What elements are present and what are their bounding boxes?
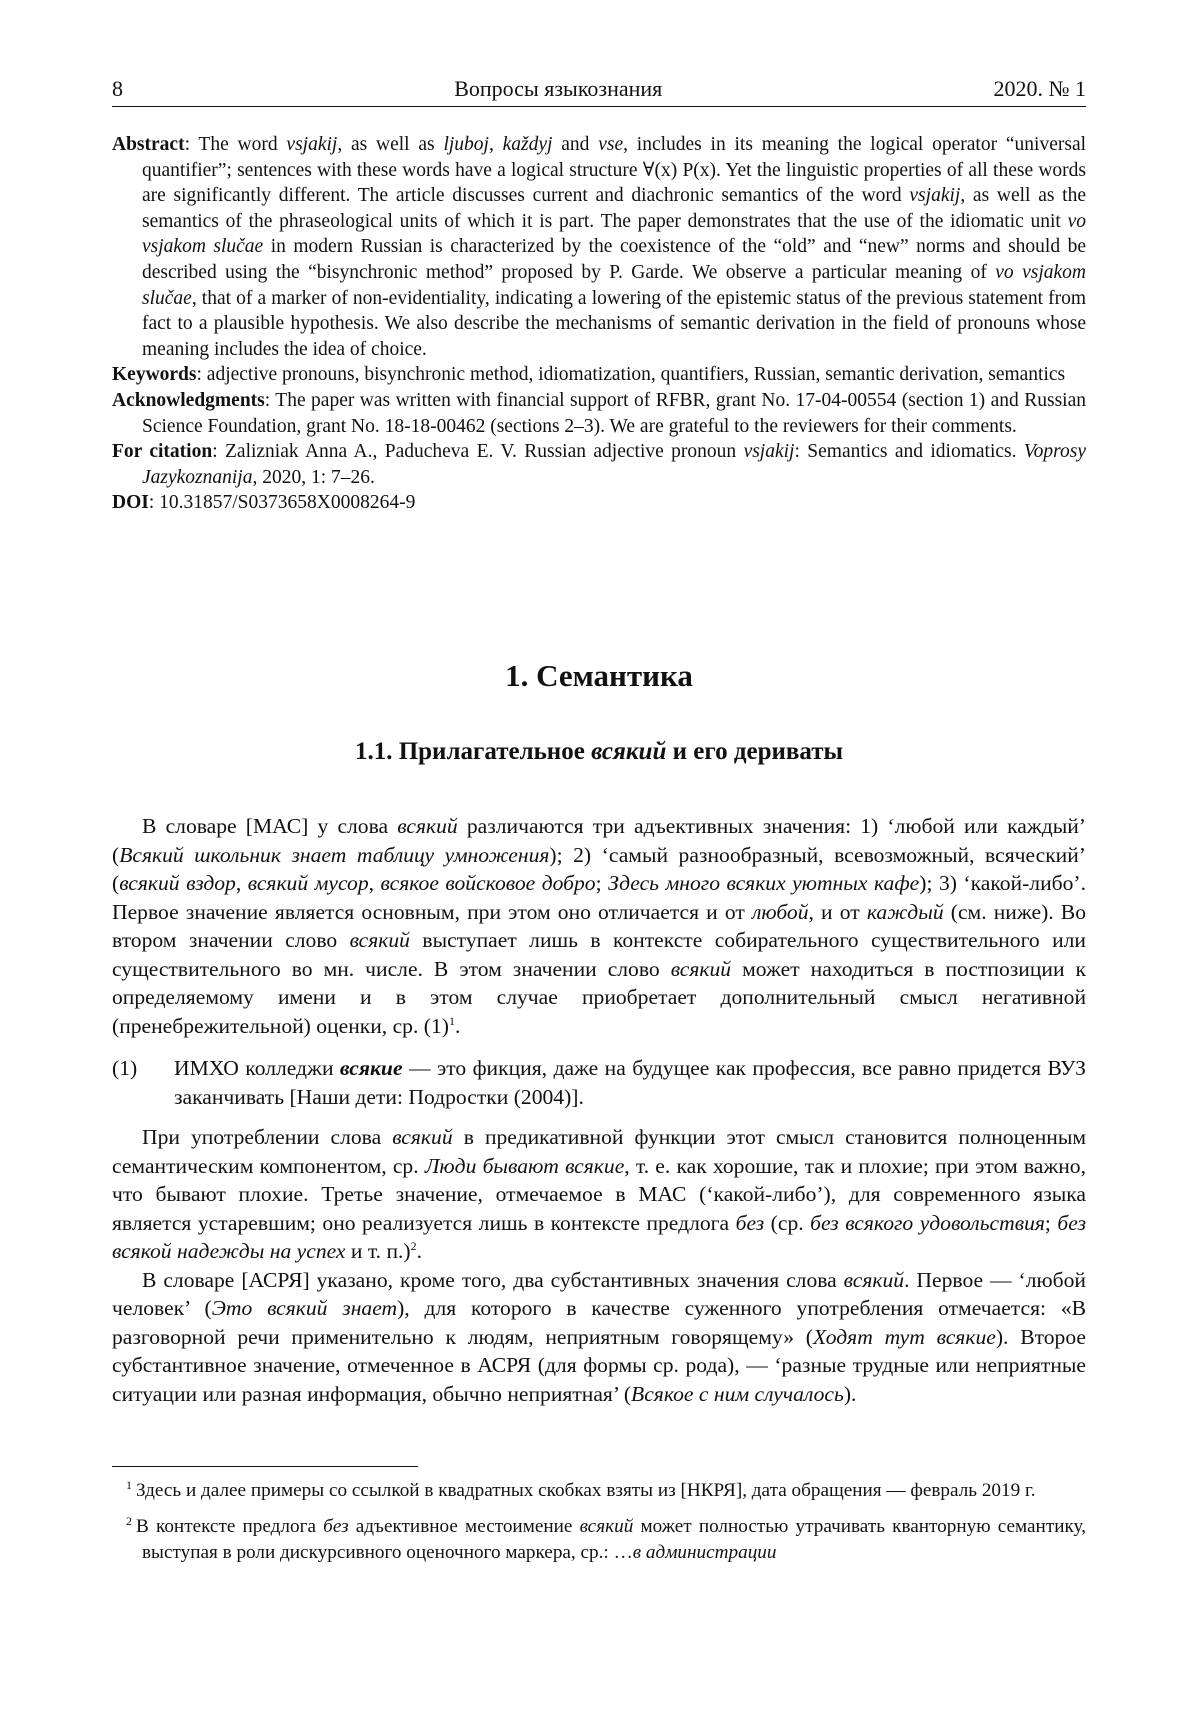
issue-number: 2020. № 1 <box>993 76 1086 101</box>
footnote-mark: 1 <box>126 1477 132 1492</box>
footnotes <box>112 1478 1086 1576</box>
citation: For citation: Zalizniak Anna A., Paducheva E. V. Russian adjective pronoun vsjakij: Semantics and idiomatics. Voprosy Jazykoznanija, 2020, 1: 7–26. <box>112 441 1086 488</box>
example-number: (1) <box>112 1056 138 1080</box>
article-metadata <box>112 132 1086 516</box>
footnote-mark: 2 <box>126 1513 132 1528</box>
abstract: Abstract: The word vsjakij, as well as ljuboj, každyj and vse, includes in its meaning the logical operator “universal quantifier”; sentences with these words have a logical structure ∀(x) P(x). Yet the linguistic properties of all these words are significantly different. The article discusses current and diachronic semantics of the word vsjakij, as well as the semantics of the phraseological units of which it is part. The paper demonstrates that the use of the idiomatic unit vo vsjakom slučae in modern Russian is characterized by the coexistence of the “old” and “new” norms and should be described using the “bisynchronic method” proposed by P. Garde. We observe a particular meaning of vo vsjakom slučae, that of a marker of non-evidentiality, indicating a lowering of the epistemic status of the previous statement from fact to a plausible hypothesis. We also describe the mechanisms of semantic derivation in the field of pronouns whose meaning includes the idea of choice. <box>112 134 1087 360</box>
doi: DOI: 10.31857/S0373658X0008264-9 <box>112 492 416 514</box>
keywords-label: Keywords <box>112 364 197 386</box>
subsection-title: 1.1. Прилагательное всякий и его дериваты <box>354 738 844 765</box>
footnote-divider <box>112 1466 418 1467</box>
doi-label: DOI <box>112 492 149 514</box>
paragraph: В словаре [МАС] у слова всякий различаются три адъективных значения: 1) ‘любой или каждый’ (Всякий школьник знает таблицу умножения); 2) ‘самый разнообразный, всевозможный, всяческий’ (всякий вздор, всякий мусор, всякое войсковое добро; Здесь много всяких уютных кафе); 3) ‘какой-либо’. Первое значение является основным, при этом оно отличается и от любой, и от каждый (см. ниже). Во втором значении слово всякий выступает лишь в контексте собирательного существительного или существительного во мн. числе. В этом значении слово всякий может находиться в постпозиции к определяемому имени и в этом случае приобретает дополнительный смысл негативной (пренебрежительной) оценки, ср. $(1)^1$. <box>112 814 1087 1038</box>
footnote: $^2$ В контексте предлога без адъективное местоимение всякий может полностью утрачивать кванторную семантику, выступая в роли дискурсивного оценочного маркера, ср.: …в администрации <box>126 1513 1086 1563</box>
example-text: ИМХО колледжи всякие — это фикция, даже на будущее как профессия, все равно придется ВУЗ заканчивать [Наши дети: Подростки (2004)]. <box>174 1056 1086 1109</box>
footnote-ref[interactable]: 1 <box>448 1013 455 1028</box>
acknowledgments: Acknowledgments: The paper was written with financial support of RFBR, grant No. 17-04-00554 (section 1) and Russian Science Foundation, grant No. 18-18-00462 (sections 2–3). We are grateful to the reviewers for their comments. <box>112 389 1086 437</box>
paragraph: В словаре [АСРЯ] указано, кроме того, два субстантивных значения слова всякий. Первое — ‘любой человек’ (Это всякий знает), для которого в качестве суженного употребления отмечается: «В разговорной речи применительно к людям, неприятным говорящему» (Ходят тут всякие). Второе субстантивное значение, отмеченное в АСРЯ (для формы ср. рода), — ‘разные трудные или неприятные ситуации или разная информация, обычно неприятная’ (Всякое с ним случалось). <box>112 1267 1087 1406</box>
abstract-label: Abstract <box>112 134 185 155</box>
example <box>112 1054 1086 1111</box>
journal-title: Вопросы языкознания <box>454 76 663 101</box>
citation-label: For citation <box>112 441 213 463</box>
footnote: $^1$ Здесь и далее примеры со ссылкой в квадратных скобках взяты из [НКРЯ], дата обращения — февраль 2019 г. <box>126 1477 1036 1501</box>
page-number: 8 <box>112 76 123 101</box>
paragraph: При употреблении слова всякий в предикативной функции этот смысл становится полноценным семантическим компонентом, ср. Люди бывают всякие, т. е. как хорошие, так и плохие; при этом важно, что бывают плохие. Третье значение, отмечаемое в МАС (‘какой-либо’), для современного языка является устаревшим; оно реализуется лишь в контексте предлога без (ср. без всякого удовольствия; без всякой надежды на успех и т. п.)$^2$. <box>112 1125 1087 1263</box>
running-header <box>112 76 1086 107</box>
keywords: Keywords: adjective pronouns, bisynchronic method, idiomatization, quantifiers, Russian, semantic derivation, semantics <box>112 364 1066 386</box>
footnote-ref[interactable]: 2 <box>410 1238 417 1253</box>
acknowledgments-label: Acknowledgments <box>112 389 265 411</box>
section-title: 1. Семантика <box>505 658 693 693</box>
body-text <box>112 812 1086 1408</box>
